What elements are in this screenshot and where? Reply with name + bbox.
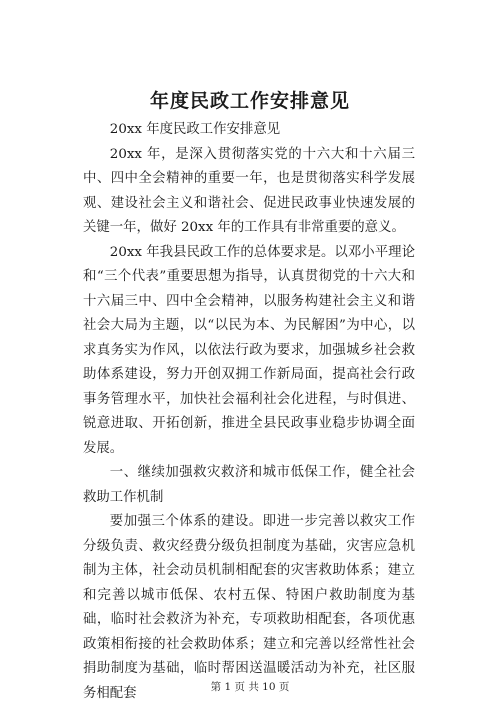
document-body bbox=[83, 118, 415, 706]
paragraph-requirements: 20xx 年我县民政工作的总体要求是。以邓小平理论和“三个代表”重要思想为指导，认真贯彻党的十六大和十六届三中、四中全会精神，以服务构建社会主义和谐社会大局为主题，以“以民为本、为民解困”为中心，以求真务实为作风，以依法行政为要求，加强城乡社会救助体系建设，努力开创双拥工作新局面，提高社会行政事务管理水平，加快社会福利社会化进程，与时俱进、锐意进取、开拓创新，推进全县民政事业稳步协调全面发展。 bbox=[83, 244, 415, 456]
paragraph-intro: 20xx 年，是深入贯彻落实党的十六大和十六届三中、四中全会精神的重要一年，也是贯彻落实科学发展观、建设社会主义和谐社会、促进民政事业快速发展的关键一年，做好 20xx 年的工作具有非常重要的意义。 bbox=[83, 146, 415, 235]
document-title: 年度民政工作安排意见 bbox=[149, 90, 350, 112]
section-heading-1: 一、继续加强救灾救济和城市低保工作，健全社会救助工作机制 bbox=[83, 465, 415, 505]
document-subtitle: 20xx 年度民政工作安排意见 bbox=[109, 122, 281, 137]
paragraph-section-1: 要加强三个体系的建设。即进一步完善以救灾工作分级负责、救灾经费分级负担制度为基础，灾害应急机制为主体，社会动员机制相配套的灾害救助体系；建立和完善以城市低保、农村五保、特困户救助制度为基础，临时社会救济为补充，专项救助相配套，各项优惠政策相衔接的社会救助体系；建立和完善以经常性社会捐助制度为基础，临时帮困送温暖活动为补充，社区服务相配套 bbox=[83, 514, 415, 701]
page-footer: 第 1 页 共 10 页 bbox=[210, 681, 290, 693]
